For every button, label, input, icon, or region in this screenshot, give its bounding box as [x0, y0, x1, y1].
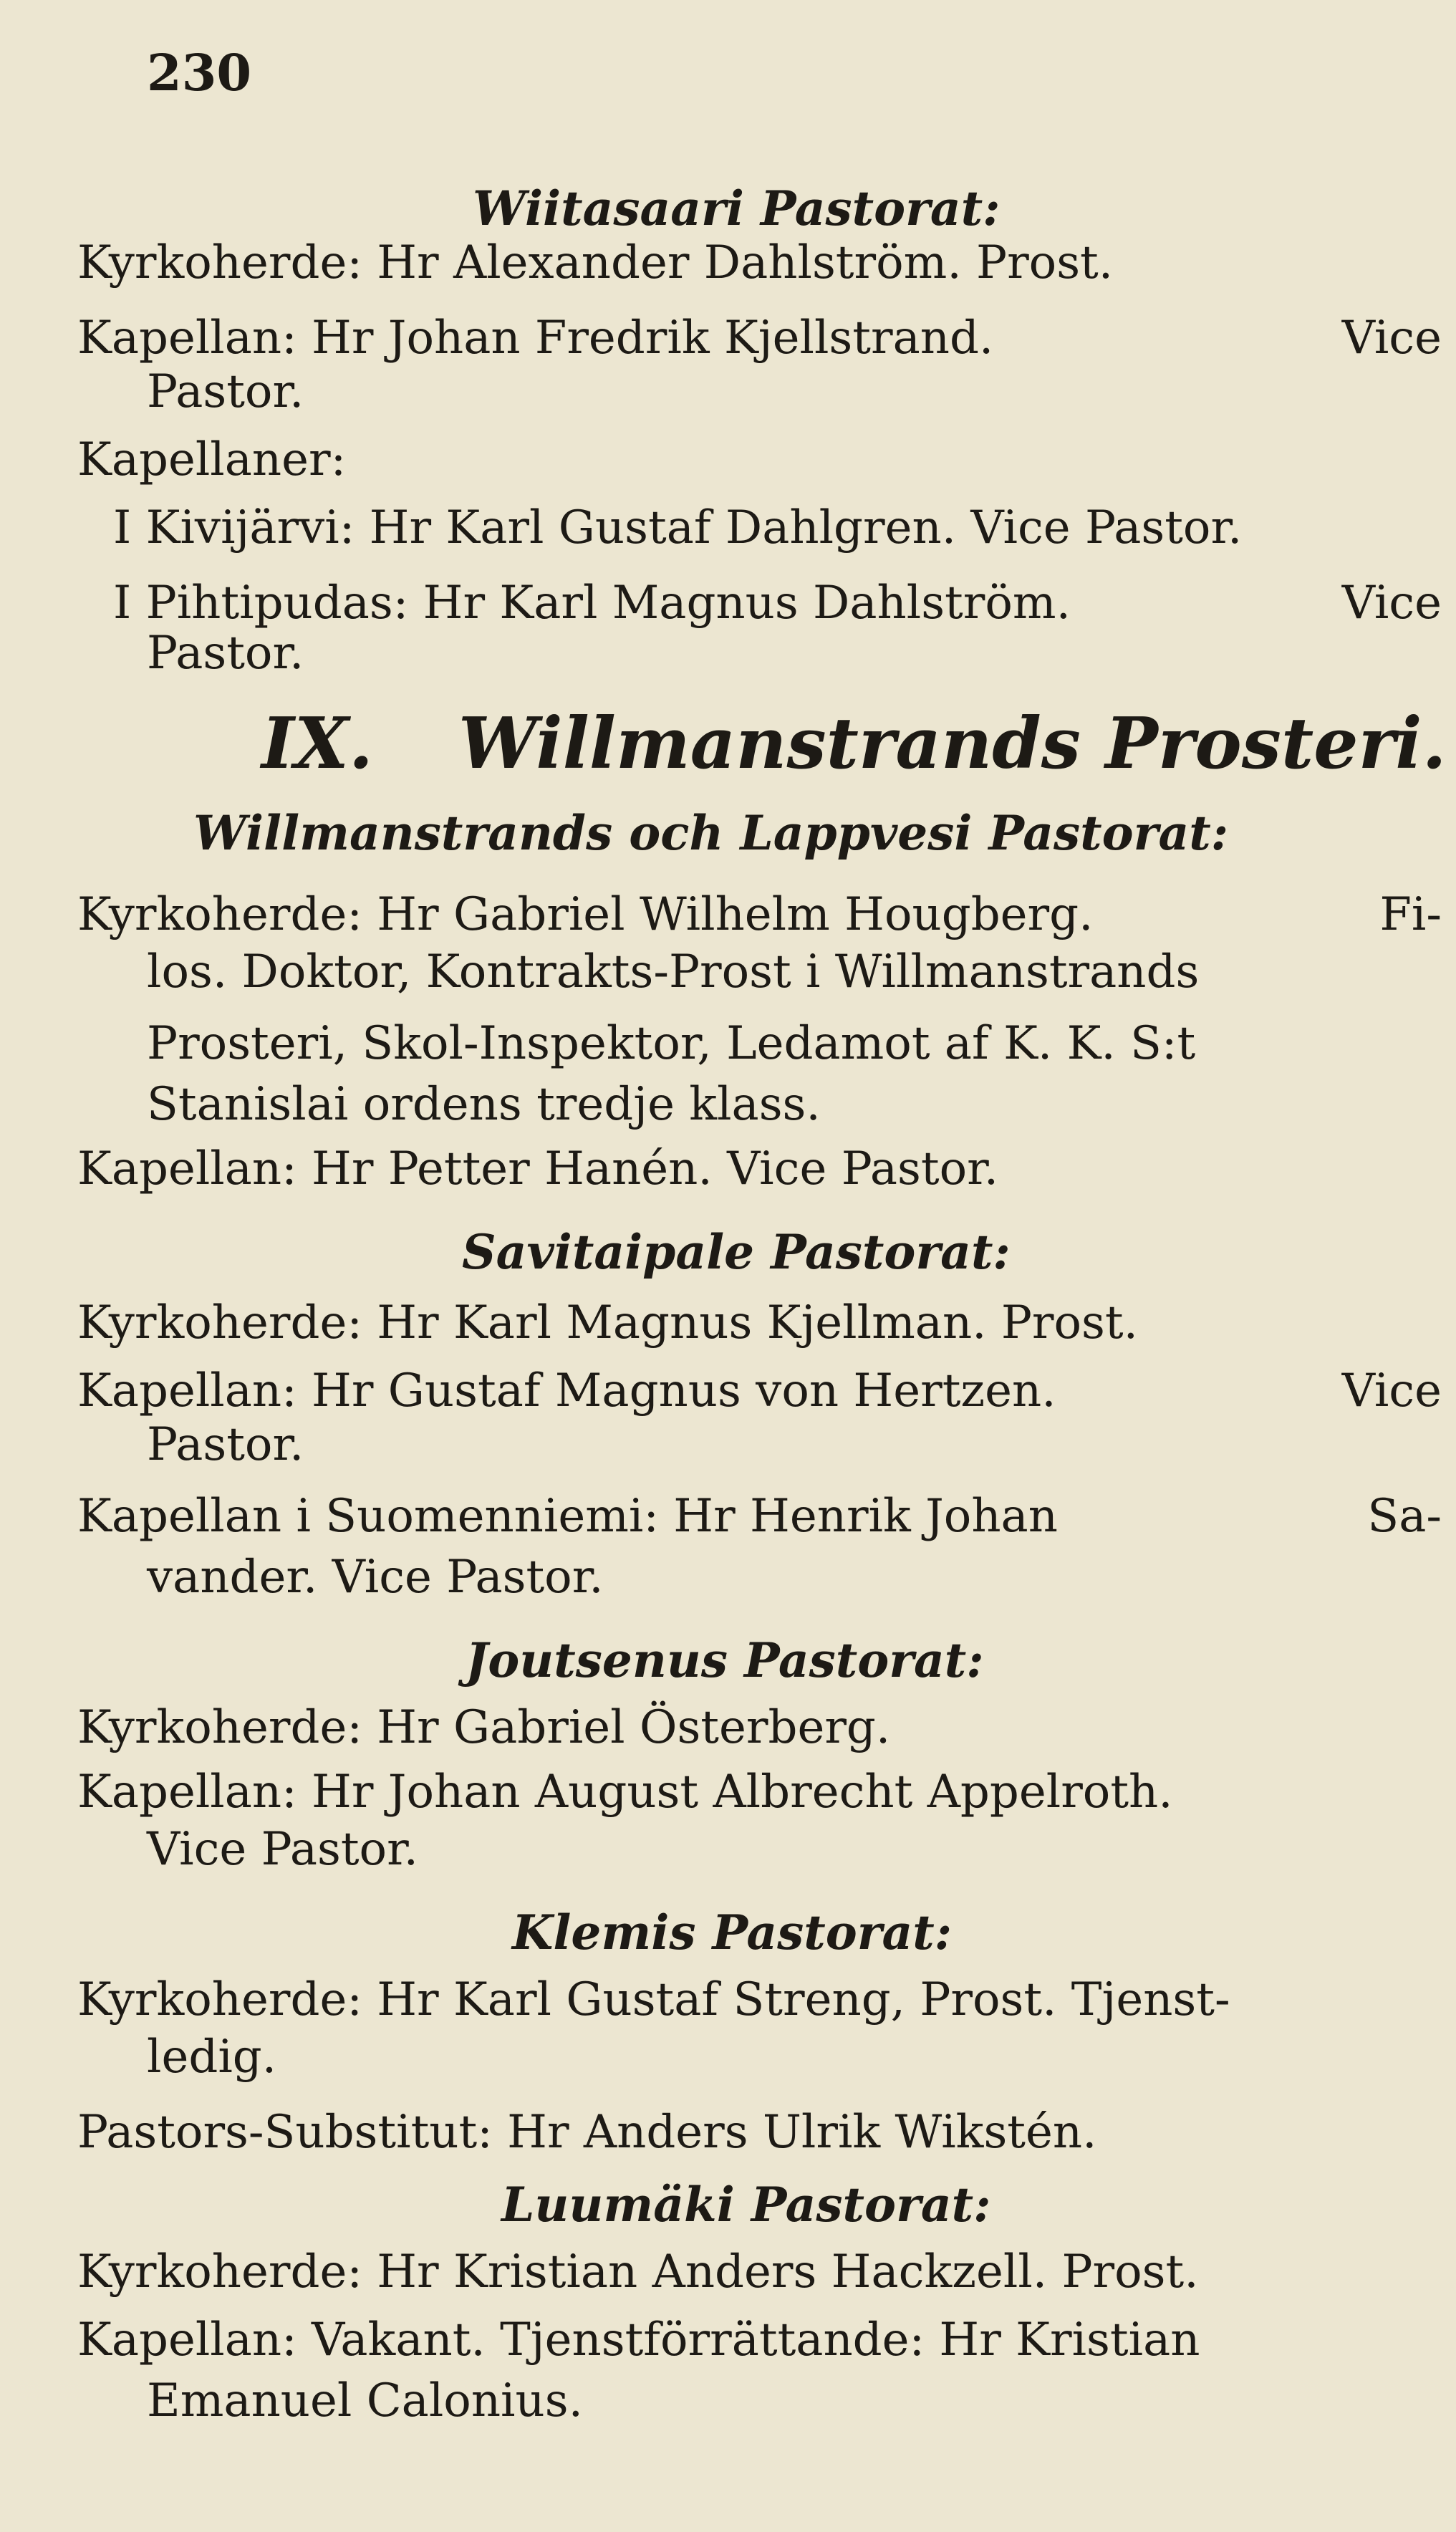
text-line	[77, 1364, 1442, 1417]
text-line	[77, 888, 1442, 941]
text-line: Emanuel Calonius.	[147, 2374, 583, 2427]
text-line: Kapellan: Hr Petter Hanén. Vice Pastor.	[77, 1142, 999, 1195]
text-line: Kyrkoherde: Hr Karl Magnus Kjellman. Prost.	[77, 1296, 1138, 1349]
text-fragment: Fi-	[1379, 888, 1442, 941]
prosteri-number: IX.	[261, 703, 373, 785]
text-line: Prosteri, Skol-Inspektor, Ledamot af K. K. S:t	[147, 1017, 1196, 1070]
prosteri-title: Willmanstrands Prosteri.	[458, 703, 1447, 785]
text-line	[77, 312, 1442, 365]
text-fragment: Kapellan: Hr Johan Fredrik Kjellstrand.	[77, 312, 994, 365]
section-heading-klemis: Klemis Pastorat:	[512, 1905, 953, 1960]
section-heading-joutsenus: Joutsenus Pastorat:	[466, 1632, 984, 1688]
text-line: Pastors-Substitut: Hr Anders Ulrik Wikstén.	[77, 2106, 1097, 2159]
text-line: vander. Vice Pastor.	[147, 1551, 604, 1604]
section-heading-willmanstrand: Willmanstrands och Lappvesi Pastorat:	[193, 805, 1229, 861]
text-line: Kapellan: Vakant. Tjenstförrättande: Hr Kristian	[77, 2314, 1200, 2367]
text-line: Kyrkoherde: Hr Alexander Dahlström. Prost.	[77, 236, 1114, 289]
section-heading-luumaki: Luumäki Pastorat:	[501, 2177, 991, 2233]
text-line: Pastor.	[147, 365, 304, 418]
text-line: Stanislai ordens tredje klass.	[147, 1078, 821, 1131]
text-line: Kapellaner:	[77, 433, 347, 486]
text-fragment: Kapellan: Hr Gustaf Magnus von Hertzen.	[77, 1364, 1056, 1417]
section-heading-savitaipale: Savitaipale Pastorat:	[462, 1224, 1011, 1280]
text-line: Kyrkoherde: Hr Kristian Anders Hackzell. Prost.	[77, 2245, 1199, 2298]
text-line: ledig.	[147, 2031, 277, 2084]
text-line	[77, 1490, 1442, 1543]
text-line: Vice Pastor.	[147, 1823, 418, 1876]
text-fragment: I Pihtipudas: Hr Karl Magnus Dahlström.	[113, 577, 1071, 630]
text-fragment: Kapellan: Hr Johan August Albrecht Appelroth.	[77, 1766, 1173, 1819]
text-fragment: Vice	[1341, 312, 1442, 365]
text-line: Pastor.	[147, 1418, 304, 1471]
text-fragment: Vice	[1341, 1364, 1442, 1417]
text-line: I Kivijärvi: Hr Karl Gustaf Dahlgren. Vice Pastor.	[113, 501, 1243, 554]
text-fragment: Kapellan i Suomenniemi: Hr Henrik Johan	[77, 1490, 1058, 1543]
text-line: Kyrkoherde: Hr Gabriel Österberg.	[77, 1701, 891, 1754]
text-line: Kyrkoherde: Hr Karl Gustaf Streng, Prost. Tjenst-	[77, 1973, 1230, 2026]
section-heading-wiitasaari: Wiitasaari Pastorat:	[473, 180, 1001, 236]
text-line: los. Doktor, Kontrakts-Prost i Willmanstrands	[147, 945, 1200, 998]
text-fragment: Sa-	[1367, 1490, 1442, 1543]
text-line	[77, 1766, 1442, 1819]
text-line: Pastor.	[147, 627, 304, 680]
page-number: 230	[147, 43, 252, 102]
text-fragment: Kyrkoherde: Hr Gabriel Wilhelm Hougberg.	[77, 888, 1094, 941]
text-line	[113, 577, 1442, 630]
text-fragment: Vice	[1341, 577, 1442, 630]
